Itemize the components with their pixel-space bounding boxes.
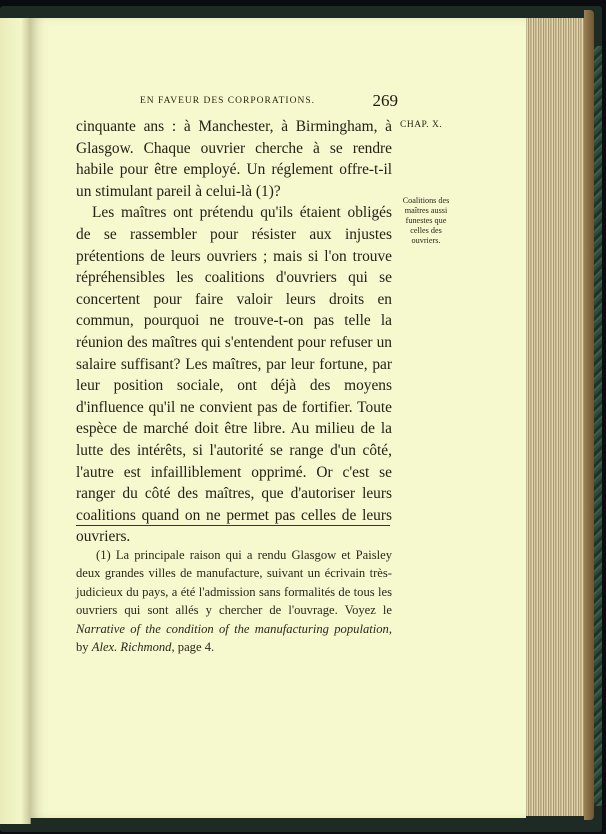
footnote-paragraph (76, 546, 392, 656)
footnote-author: Alex. Richmond (91, 640, 172, 655)
footnote-text: (1) La principale raison qui a rendu Glasgow et Paisley deux grandes villes de manufacture, suivant un écrivain très-judicieux du pays, a été l'admission sans formalités de tous les ouvriers qui sont allés y chercher de l'ouvrage. Voyez le (76, 548, 392, 618)
margin-chapter-label: CHAP. X. (400, 120, 443, 130)
paragraph: Les maîtres ont prétendu qu'ils étaient obligés de se rassembler pour résister aux injustes prétentions de leurs ouvriers ; mais si l'on trouve répréhensibles les coalitions d'ouvriers qui se concertent pour faire valoir leurs droits en commun, pourquoi ne trouve-t-on pas telle la réunion des maîtres qui s'entendent pour refuser un salaire suffisant? Les maîtres, par leur fortune, par leur position sociale, ont déjà des moyens d'influence qu'il ne convient pas de fortifier. Toute espèce de marché doit être libre. Au milieu de la lutte des intérêts, si l'autorité se range d'un côté, l'autre est infailliblement opprimé. Or c'est se ranger du côté des maîtres, que d'autoriser leurs coalitions quand on ne permet pas celles de leurs ouvriers. (76, 204, 392, 546)
running-head: EN FAVEUR DES CORPORATIONS. (140, 96, 315, 106)
paragraph-continued: cinquante ans : à Manchester, à Birmingham, à Glasgow. Chaque ouvrier cherche à se rendre habile pour être employé. Un réglement offre-t-il un stimulant pareil à celui-là (1)? (76, 118, 392, 200)
page-edges (526, 18, 586, 816)
main-text (76, 116, 392, 548)
previous-page-edge (0, 18, 31, 824)
footnote-page-ref: , page 4. (171, 640, 215, 655)
margin-note: Coalitions des maîtres aussi funestes que celles des ouvriers. (402, 196, 450, 245)
page-number: 269 (372, 91, 398, 110)
footnote-rule (76, 525, 390, 526)
footnote (76, 546, 392, 656)
footnote-author-prefix: , by (76, 621, 392, 655)
book-spine (584, 10, 594, 820)
footnote-cited-title: Narrative of the condition of the manufacturing population (76, 621, 389, 636)
